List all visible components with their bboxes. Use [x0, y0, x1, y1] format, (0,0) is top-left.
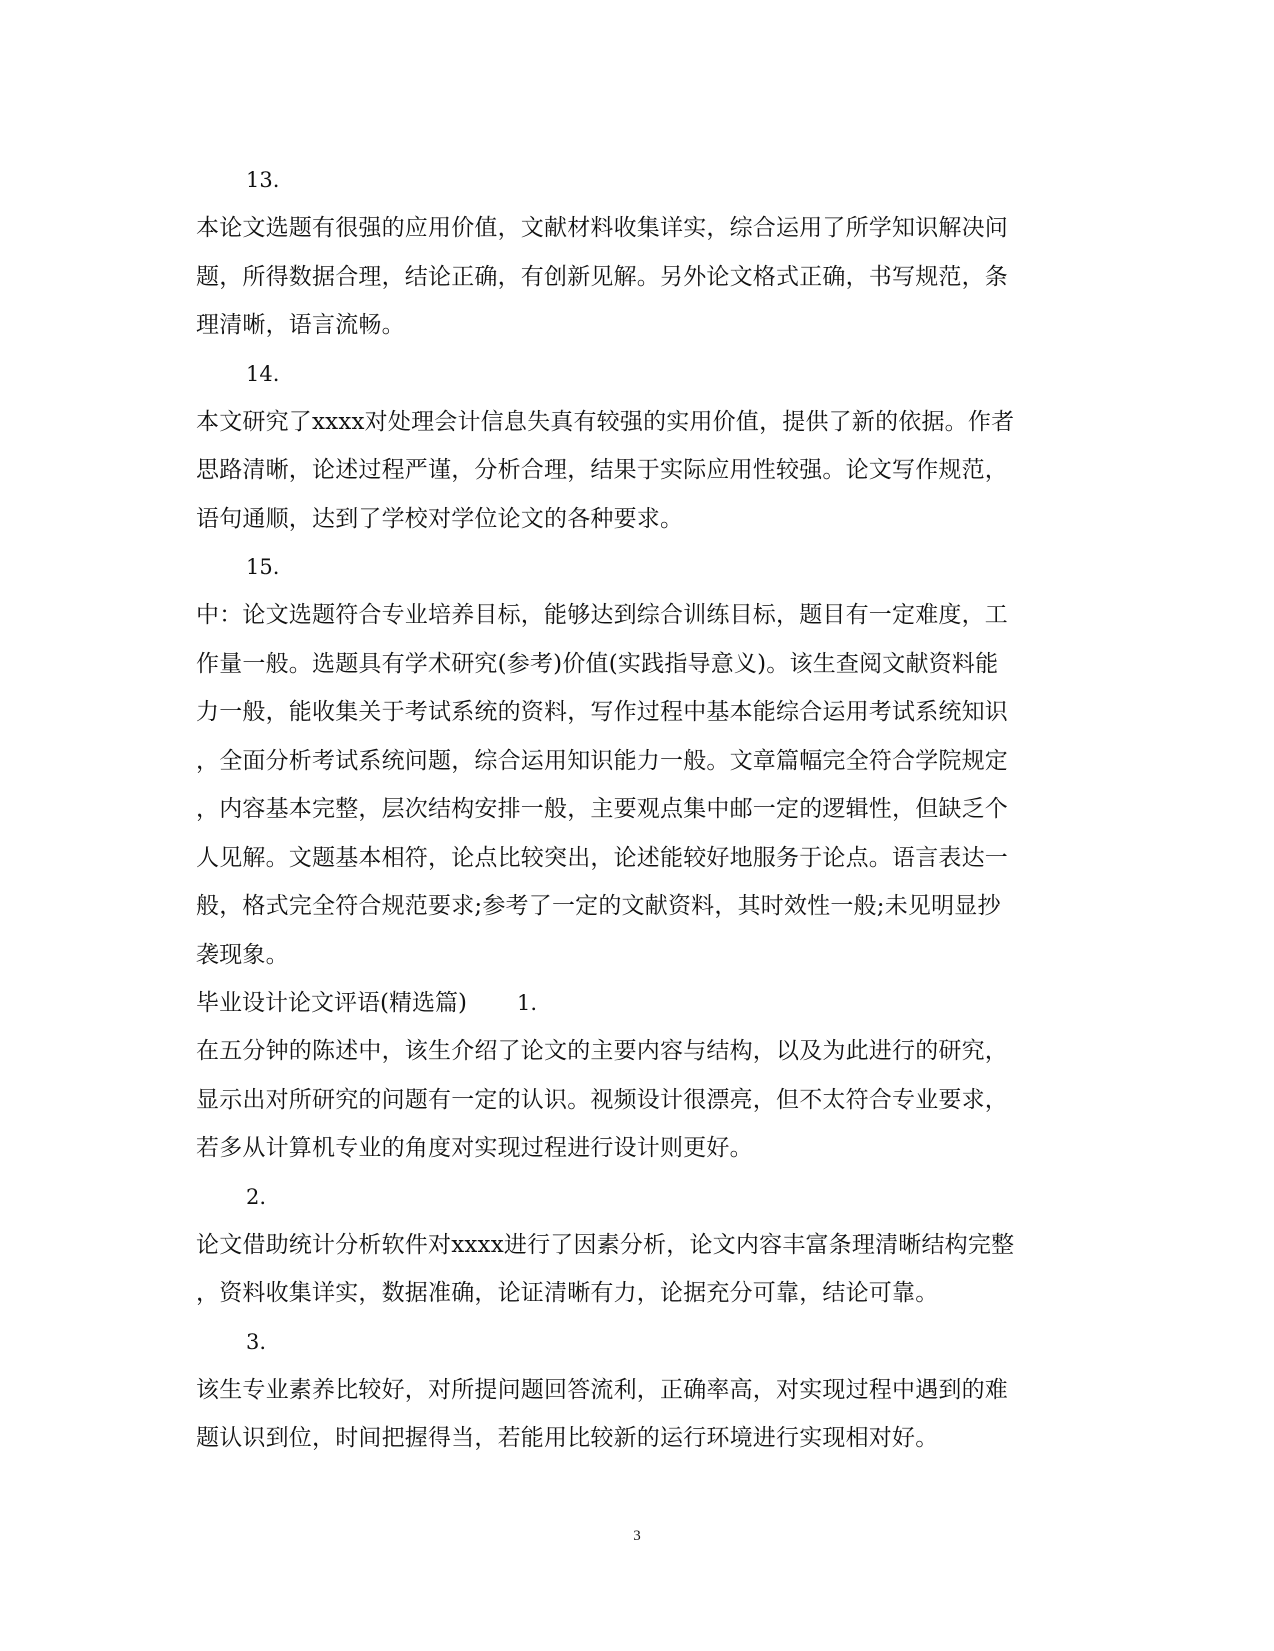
- section-heading-title: 毕业设计论文评语(精选篇): [196, 990, 467, 1016]
- item-number-1: 1.: [516, 991, 537, 1015]
- comment-paragraph-1: 在五分钟的陈述中，该生介绍了论文的主要内容与结构，以及为此进行的研究， 显示出对所研究的问题有一定的认识。视频设计很漂亮，但不太符合专业要求， 若多从计算机专业的角度对实现过程进行设计则更好。: [196, 1038, 1008, 1161]
- item-number-3: 3.: [246, 1329, 267, 1354]
- item-number-15: 15.: [246, 555, 280, 579]
- comment-paragraph-14: 本文研究了xxxx对处理会计信息失真有较强的实用价值，提供了新的依据。作者 思路清晰，论述过程严谨，分析合理，结果于实际应用性较强。论文写作规范， 语句通顺，达到了学校对学位论文的各种要求。: [196, 408, 1015, 532]
- comment-paragraph-15: 中：论文选题符合专业培养目标，能够达到综合训练目标，题目有一定难度，工 作量一般。选题具有学术研究(参考)价值(实践指导意义)。该生查阅文献资料能 力一般，能收集关于考试系统的资料，写作过程中基本能综合运用考试系统知识 ，全面分析考试系统问题，综合运用知识能力一般。文章篇幅完全符合学院规定 ，内容基本完整，层次结构安排一般，主要观点集中邮一定的逻辑性，但缺乏个 人见解。文题基本相符，论点比较突出，论述能较好地服务于论点。语言表达一 般，格式完全符合规范要求;参考了一定的文献资料，其时效性一般;未见明显抄 袭现象。: [196, 602, 1008, 968]
- item-number-2: 2.: [246, 1184, 267, 1209]
- page-number: 3: [633, 1528, 641, 1544]
- item-number-13: 13.: [246, 168, 280, 192]
- document-body: [196, 156, 1076, 1463]
- item-number-14: 14.: [246, 361, 280, 386]
- comment-paragraph-3: 该生专业素养比较好，对所提问题回答流利，正确率高，对实现过程中遇到的难 题认识到位，时间把握得当，若能用比较新的运行环境进行实现相对好。: [196, 1376, 1008, 1451]
- comment-paragraph-2: 论文借助统计分析软件对xxxx进行了因素分析，论文内容丰富条理清晰结构完整 ，资料收集详实，数据准确，论证清晰有力，论据充分可靠，结论可靠。: [196, 1231, 1015, 1306]
- comment-paragraph-13: 本论文选题有很强的应用价值，文献材料收集详实，综合运用了所学知识解决问 题，所得数据合理，结论正确，有创新见解。另外论文格式正确，书写规范，条 理清晰，语言流畅。: [196, 215, 1008, 338]
- section-heading: [196, 979, 1076, 1027]
